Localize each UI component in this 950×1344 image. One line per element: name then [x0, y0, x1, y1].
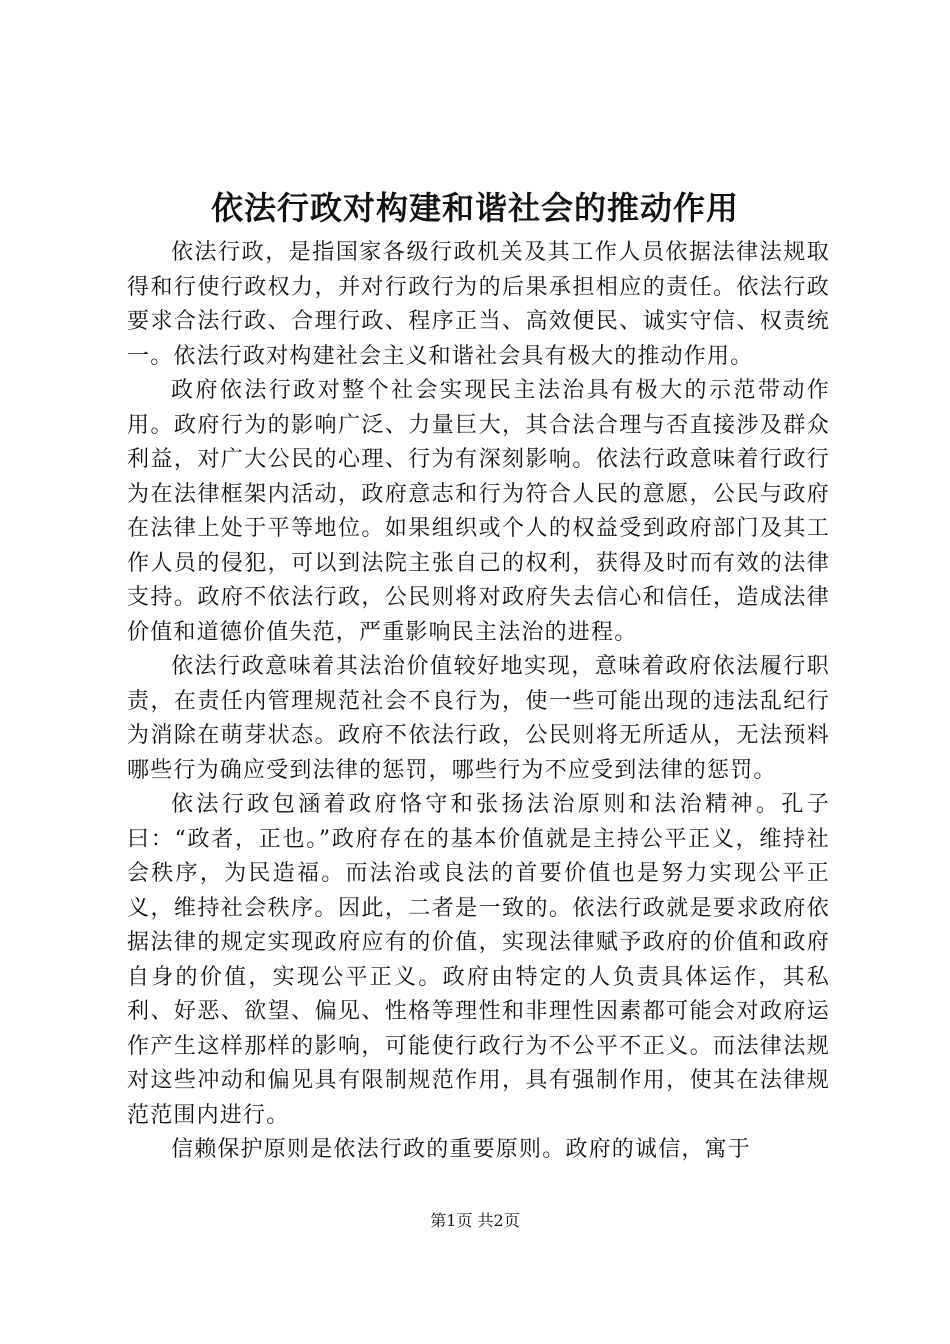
- paragraph-2: 政府依法行政对整个社会实现民主法治具有极大的示范带动作用。政府行为的影响广泛、力量巨大，其合法合理与否直接涉及群众利益，对广大公民的心理、行为有深刻影响。依法行政意味着行政行为在法律框架内活动，政府意志和行为符合人民的意愿，公民与政府在法律上处于平等地位。如果组织或个人的权益受到政府部门及其工作人员的侵犯，可以到法院主张自己的权利，获得及时而有效的法律支持。政府不依法行政，公民则将对政府失去信心和信任，造成法律价值和道德价值失范，严重影响民主法治的进程。: [127, 378, 830, 645]
- page-number-footer: 第1页 共2页: [430, 1211, 520, 1230]
- paragraph-5: 信赖保护原则是依法行政的重要原则。政府的诚信，寓于: [171, 1137, 752, 1162]
- paragraph-1: 依法行政，是指国家各级行政机关及其工作人员依据法律法规取得和行使行政权力，并对行政行为的后果承担相应的责任。依法行政要求合法行政、合理行政、程序正当、高效便民、诚实守信、权责统一。依法行政对构建社会主义和谐社会具有极大的推动作用。: [127, 240, 830, 369]
- paragraph-4: 依法行政包涵着政府恪守和张扬法治原则和法治精神。孔子曰：“政者，正也。”政府存在的基本价值就是主持公平正义，维持社会秩序，为民造福。而法治或良法的首要价值也是努力实现公平正义，维持社会秩序。因此，二者是一致的。依法行政就是要求政府依据法律的规定实现政府应有的价值，实现法律赋予政府的价值和政府自身的价值，实现公平正义。政府由特定的人负责具体运作，其私利、好恶、欲望、偏见、性格等理性和非理性因素都可能会对政府运作产生这样那样的影响，可能使行政行为不公平不正义。而法律法规对这些冲动和偏见具有限制规范作用，具有强制作用，使其在法律规范范围内进行。: [127, 792, 830, 1128]
- paragraph-3: 依法行政意味着其法治价值较好地实现，意味着政府依法履行职责，在责任内管理规范社会不良行为，使一些可能出现的违法乱纪行为消除在萌芽状态。政府不依法行政，公民则将无所适从，无法预料哪些行为确应受到法律的惩罚，哪些行为不应受到法律的惩罚。: [127, 654, 830, 783]
- document-body: [127, 236, 830, 1168]
- document-title: 依法行政对构建和谐社会的推动作用: [210, 189, 739, 227]
